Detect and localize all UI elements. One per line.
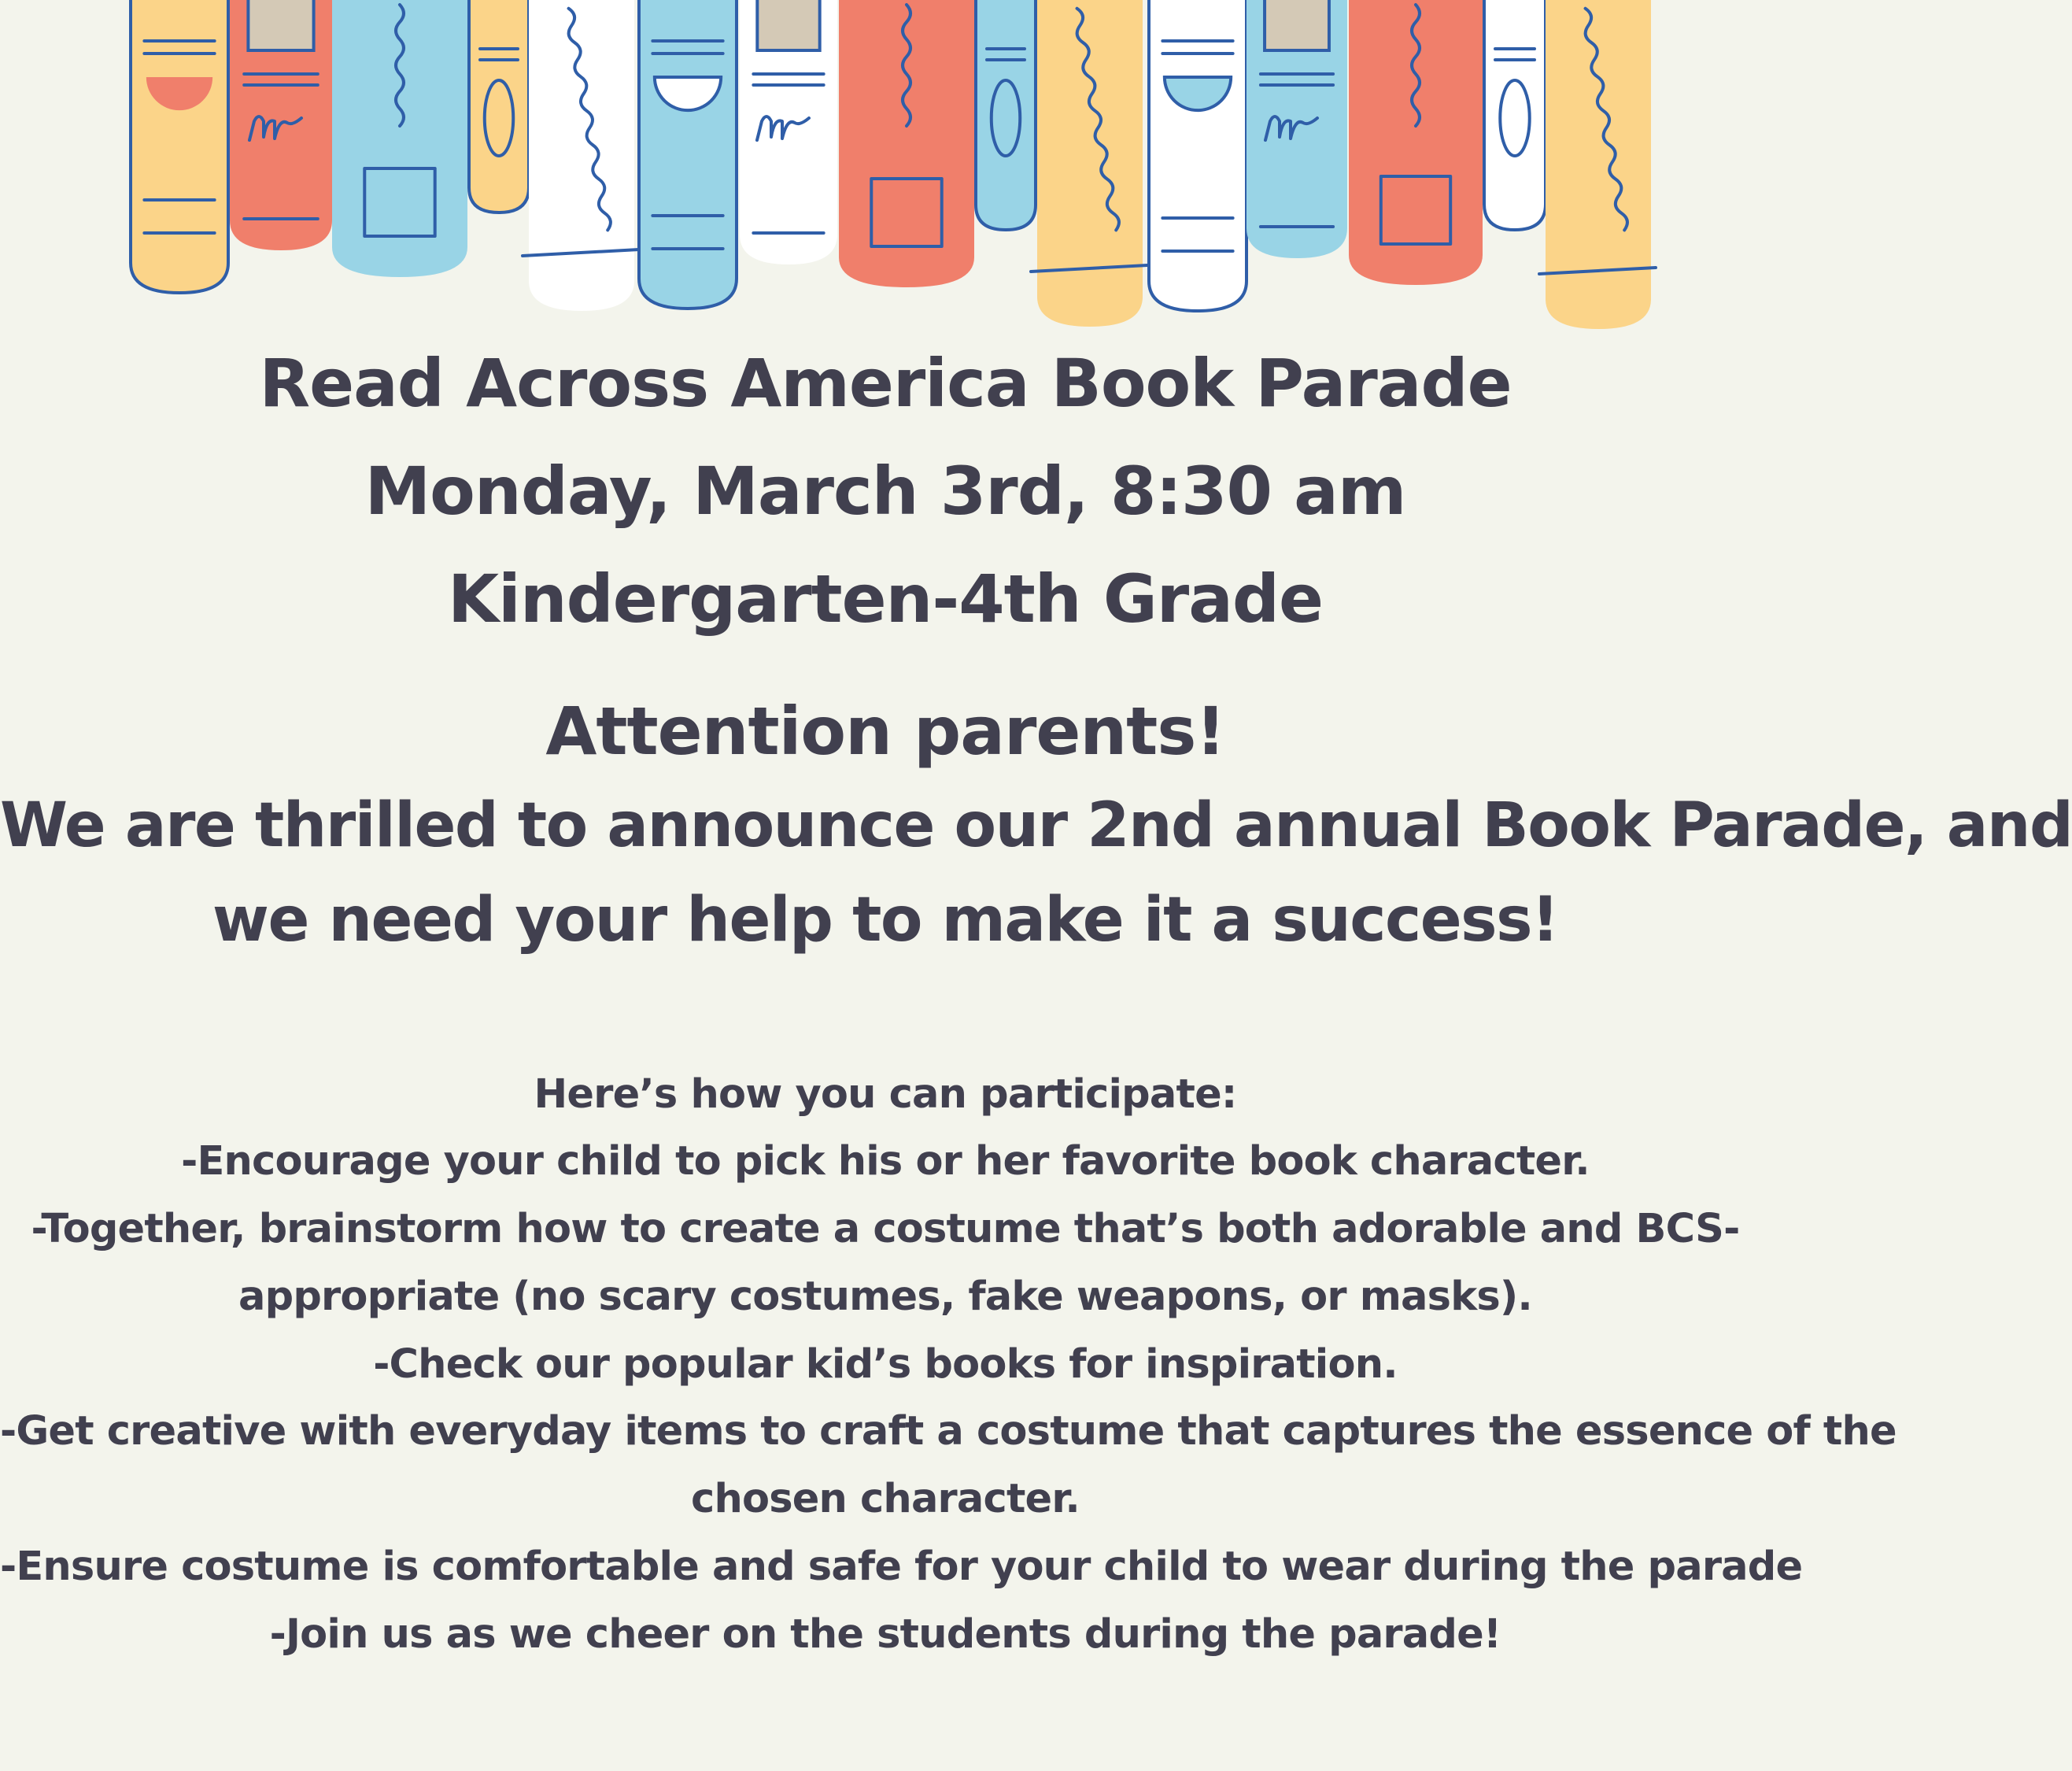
participation-line: -Together, brainstorm how to create a costume that’s both adorable and BCS- bbox=[31, 1206, 1740, 1252]
book-spine bbox=[230, 0, 332, 250]
book-spine bbox=[1247, 0, 1347, 258]
book-spine bbox=[639, 0, 737, 309]
book-spine bbox=[740, 0, 837, 264]
book-spine bbox=[976, 0, 1036, 230]
book-spine bbox=[131, 0, 228, 293]
event-date-time: Monday, March 3rd, 8:30 am bbox=[364, 453, 1406, 530]
page-title: Read Across America Book Parade bbox=[259, 345, 1512, 422]
announcement-line-2: we need your help to make it a success! bbox=[212, 885, 1559, 956]
event-grades: Kindergarten-4th Grade bbox=[447, 560, 1324, 638]
participation-line: -Encourage your child to pick his or her favorite book character. bbox=[181, 1138, 1590, 1185]
participation-line: -Get creative with everyday items to craft a costume that captures the essence of the bbox=[0, 1408, 1897, 1455]
book-spine bbox=[1539, 0, 1656, 329]
book-spine bbox=[839, 0, 974, 287]
book-spine bbox=[1484, 0, 1546, 230]
participation-line: appropriate (no scary costumes, fake weapons, or masks). bbox=[238, 1274, 1532, 1320]
book-spine bbox=[1349, 0, 1483, 285]
participation-heading: Here’s how you can participate: bbox=[534, 1071, 1237, 1118]
announcement-line-1: We are thrilled to announce our 2nd annual Book Parade, and bbox=[0, 790, 2072, 861]
book-spine bbox=[523, 0, 639, 311]
book-spine bbox=[469, 0, 529, 213]
participation-line: -Ensure costume is comfortable and safe for your child to wear during the parade bbox=[0, 1544, 1803, 1590]
book-spine bbox=[332, 0, 467, 277]
book-spine bbox=[1031, 0, 1147, 327]
participation-line: chosen character. bbox=[691, 1476, 1080, 1522]
book-spines-illustration bbox=[0, 0, 1771, 338]
participation-line: -Check our popular kid’s books for inspiration. bbox=[373, 1341, 1398, 1388]
attention-heading: Attention parents! bbox=[545, 693, 1225, 770]
participation-line: -Join us as we cheer on the students during the parade! bbox=[269, 1611, 1501, 1658]
book-spine bbox=[1149, 0, 1247, 311]
